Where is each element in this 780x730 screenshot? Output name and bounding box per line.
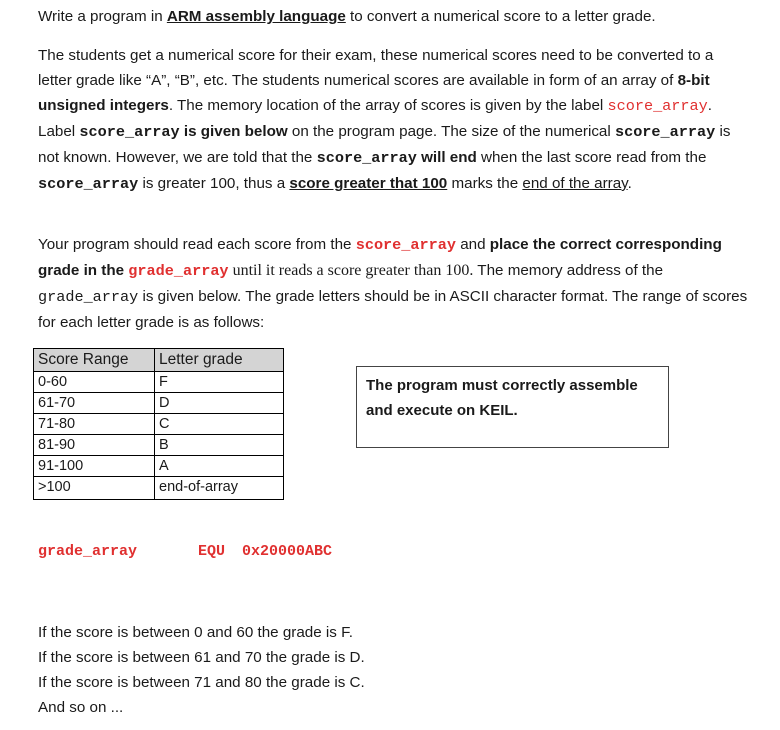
- score-range-cell: 81-90: [34, 435, 155, 456]
- score-range-cell: 91-100: [34, 456, 155, 477]
- score-range-cell: 71-80: [34, 414, 155, 435]
- arm-assembly-link: ARM assembly language: [166, 8, 346, 25]
- end-of-array-link: end of the array: [522, 175, 628, 192]
- table-row: [34, 435, 284, 456]
- score-range-cell: >100: [34, 477, 155, 500]
- rule-line: If the score is between 71 and 80 the grade is C.: [38, 674, 365, 691]
- table-row: [34, 393, 284, 414]
- code-score-array: score_array: [316, 149, 417, 167]
- code-grade-array: grade_array: [128, 262, 229, 280]
- score-range-cell: 0-60: [34, 372, 155, 393]
- table-row: [34, 414, 284, 435]
- letter-grade-cell: C: [155, 414, 284, 435]
- table-row: [34, 372, 284, 393]
- code-score-array: score_array: [38, 175, 139, 193]
- keil-note-box: The program must correctly assemble and execute on KEIL.: [356, 366, 669, 448]
- table-header: Letter grade: [155, 349, 284, 372]
- table-header: Score Range: [34, 349, 155, 372]
- code-score-array: score_array: [79, 123, 180, 141]
- table-header-row: [34, 349, 284, 372]
- equ-label: grade_array: [38, 543, 138, 560]
- score-range-cell: 61-70: [34, 393, 155, 414]
- code-score-array: score_array: [614, 123, 716, 141]
- code-score-array: score_array: [607, 97, 708, 115]
- rule-line: And so on ...: [38, 699, 124, 716]
- paragraph-score-array: The students get a numerical score for their exam, these numerical scores need to be converted to a letter grade like “A”, “B”, etc. The students numerical scores are available in form of an array of 8-bit unsigned integers. The memory location of the array of scores is given by the label score_array. Label score_array is given below on the program page. The size of the numerical score_array is not known. However, we are told that the score_array will end when the last score read from the score_array is greater 100, thus a score greater that 100 marks the end of the array.: [38, 47, 731, 193]
- letter-grade-cell: F: [155, 372, 284, 393]
- score-greater-link: score greater that 100: [289, 175, 448, 192]
- letter-grade-cell: D: [155, 393, 284, 414]
- code-grade-array: grade_array: [38, 288, 139, 306]
- grade-rules-list: [38, 620, 365, 720]
- code-score-array: score_array: [355, 236, 456, 254]
- rule-line: If the score is between 61 and 70 the grade is D.: [38, 649, 365, 666]
- equ-address: 0x20000ABC: [242, 543, 333, 560]
- equ-directive: EQU: [198, 543, 226, 560]
- paragraph-grade-array: Your program should read each score from the score_array and place the correct corresponding grade in the grade_array until it reads a score greater than 100. The memory address of the grade_array is given below. The grade letters should be in ASCII character format. The range of scores for each letter grade is as follows:: [38, 236, 748, 331]
- rule-line: If the score is between 0 and 60 the grade is F.: [38, 624, 353, 641]
- grade-array-equ-line: [38, 543, 332, 560]
- table-row: [34, 456, 284, 477]
- letter-grade-cell: B: [155, 435, 284, 456]
- letter-grade-cell: A: [155, 456, 284, 477]
- intro-line: Write a program in ARM assembly language to convert a numerical score to a letter grade.: [38, 8, 656, 25]
- letter-grade-cell: end-of-array: [155, 477, 284, 500]
- grade-range-table: [33, 348, 284, 500]
- table-row: [34, 477, 284, 500]
